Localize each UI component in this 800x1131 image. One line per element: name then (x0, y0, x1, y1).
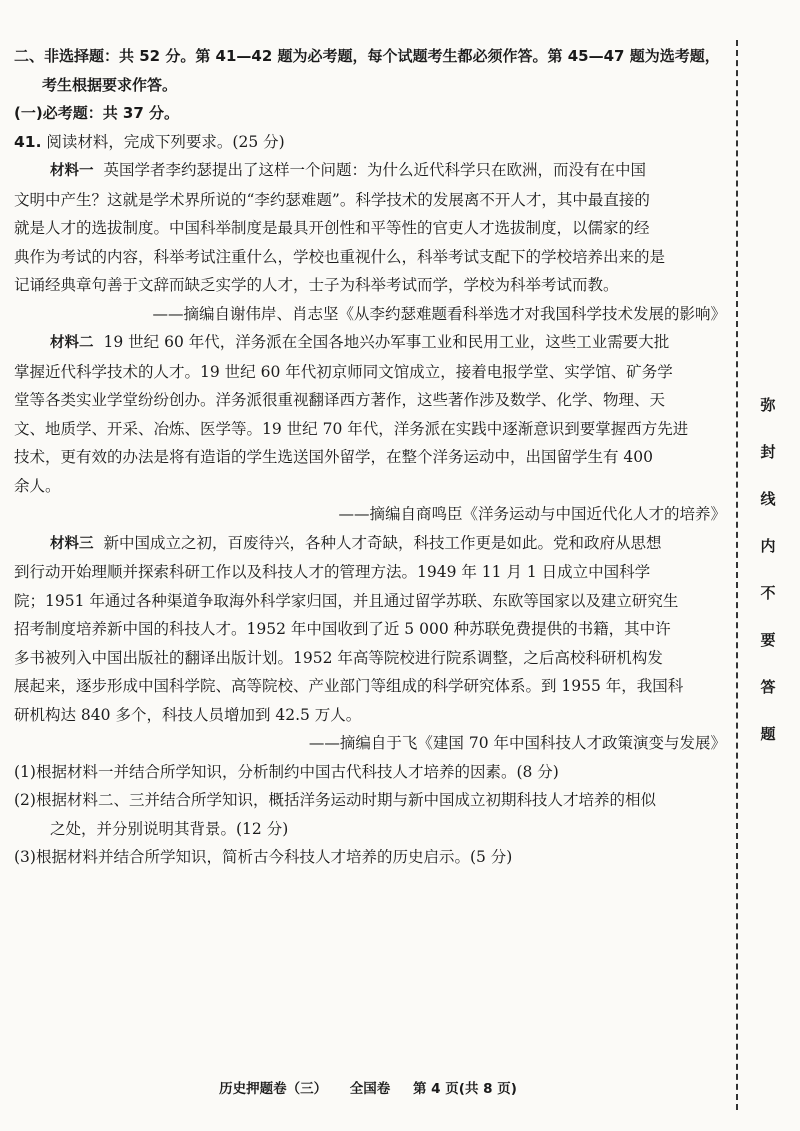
section-header-line1: 二、非选择题：共 52 分。第 41—42 题为必考题，每个试题考生都必须作答。第 45—47 题为选考题， (14, 47, 720, 65)
seal-line-rule (736, 40, 738, 1110)
material-line: 研机构达 840 多个，科技人员增加到 42.5 万人。 (14, 705, 362, 724)
question-41-prompt (14, 128, 726, 157)
seal-char: 要 (760, 631, 776, 649)
material-line: 文明中产生？这就是学术界所说的“李约瑟难题”。科学技术的发展离不开人才，其中最直接的 (14, 190, 650, 209)
question-number: 41. (14, 132, 42, 151)
seal-char: 答 (760, 678, 776, 696)
material-line: 典作为考试的内容，科举考试注重什么，学校也重视什么，科举考试支配下的学校培养出来的是 (14, 247, 666, 266)
footer-subject: 历史押题卷（三） (219, 1081, 328, 1097)
material-source: ——摘编自谢伟岸、肖志坚《从李约瑟难题看科举选才对我国科学技术发展的影响》 (152, 304, 726, 323)
material-line: 文、地质学、开采、冶炼、医学等。19 世纪 70 年代，洋务派在实践中逐渐意识到要掌握西方先进 (14, 419, 689, 438)
seal-char: 线 (760, 490, 776, 508)
seal-char: 弥 (760, 396, 776, 414)
material-line: 多书被列入中国出版社的翻译出版计划。1952 年高等院校进行院系调整，之后高校科研机构发 (14, 648, 663, 667)
material-label: 材料三 (50, 535, 94, 552)
sub-question-3: (3)根据材料并结合所学知识，简析古今科技人才培养的历史启示。(5 分) (14, 848, 513, 866)
sub-question-2-line1: (2)根据材料二、三并结合所学知识，概括洋务运动时期与新中国成立初期科技人才培养的相似 (14, 791, 656, 809)
question-prompt: 阅读材料，完成下列要求。(25 分) (46, 132, 285, 151)
section-header-line2: 考生根据要求作答。 (42, 75, 178, 94)
sub-question-2-line2: 之处，并分别说明其背景。(12 分) (50, 819, 289, 838)
material-line: 材料一 英国学者李约瑟提出了这样一个问题：为什么近代科学只在欧洲，而没有在中国 (50, 161, 647, 179)
material-line: 到行动开始理顺并探索科研工作以及科技人才的管理方法。1949 年 11 月 1 日成立中国科学 (14, 563, 651, 581)
seal-char: 内 (760, 537, 776, 555)
material-one (14, 156, 726, 328)
material-label: 材料二 (50, 335, 94, 351)
material-line: 掌握近代科学技术的人才。19 世纪 60 年代初京师同文馆成立，接着电报学堂、实学馆、矿务学 (14, 362, 673, 381)
material-three (14, 529, 726, 758)
material-source: ——摘编自商鸣臣《洋务运动与中国近代化人才的培养》 (338, 505, 726, 523)
material-source: ——摘编自于飞《建国 70 年中国科技人才政策演变与发展》 (308, 734, 726, 752)
page-content (14, 42, 726, 872)
seal-line-text (753, 382, 783, 758)
sub-question-1: (1)根据材料一并结合所学知识，分析制约中国古代科技人才培养的因素。(8 分) (14, 762, 559, 781)
material-two (14, 328, 726, 529)
material-line: 材料二 19 世纪 60 年代，洋务派在全国各地兴办军事工业和民用工业，这些工业需要大批 (50, 333, 670, 351)
required-header: (一)必考题：共 37 分。 (14, 104, 180, 122)
sub-questions (14, 758, 726, 872)
material-line: 就是人才的选拔制度。中国科举制度是最具开创性和平等性的官吏人才选拔制度，以儒家的经 (14, 219, 650, 237)
material-line: 材料三 新中国成立之初，百废待兴，各种人才奇缺，科技工作更是如此。党和政府从思想 (50, 533, 662, 552)
material-line: 技术，更有效的办法是将有造诣的学生选送国外留学，在整个洋务运动中，出国留学生有 400 (14, 448, 654, 466)
footer-edition: 全国卷 (349, 1081, 391, 1097)
material-line: 余人。 (14, 476, 61, 495)
seal-char: 不 (760, 584, 776, 602)
material-line: 记诵经典章句善于文辞而缺乏实学的人才，士子为科举考试而学，学校为科举考试而教。 (14, 276, 619, 294)
seal-char: 封 (760, 443, 776, 461)
material-label: 材料一 (50, 163, 94, 179)
footer-page: 第 4 页(共 8 页) (412, 1081, 517, 1097)
material-line: 堂等各类实业学堂纷纷创办。洋务派很重视翻译西方著作，这些著作涉及数学、化学、物理、天 (14, 391, 666, 409)
material-line: 展起来，逐步形成中国科学院、高等院校、产业部门等组成的科学研究体系。到 1955 年，我国科 (14, 677, 684, 695)
seal-char: 题 (760, 725, 776, 743)
material-line: 招考制度培养新中国的科技人才。1952 年中国收到了近 5 000 种苏联免费提供的书籍，其中许 (14, 620, 671, 638)
material-line: 院；1951 年通过各种渠道争取海外科学家归国，并且通过留学苏联、东欧等国家以及建立研究生 (14, 591, 679, 610)
page-footer (0, 1077, 736, 1097)
